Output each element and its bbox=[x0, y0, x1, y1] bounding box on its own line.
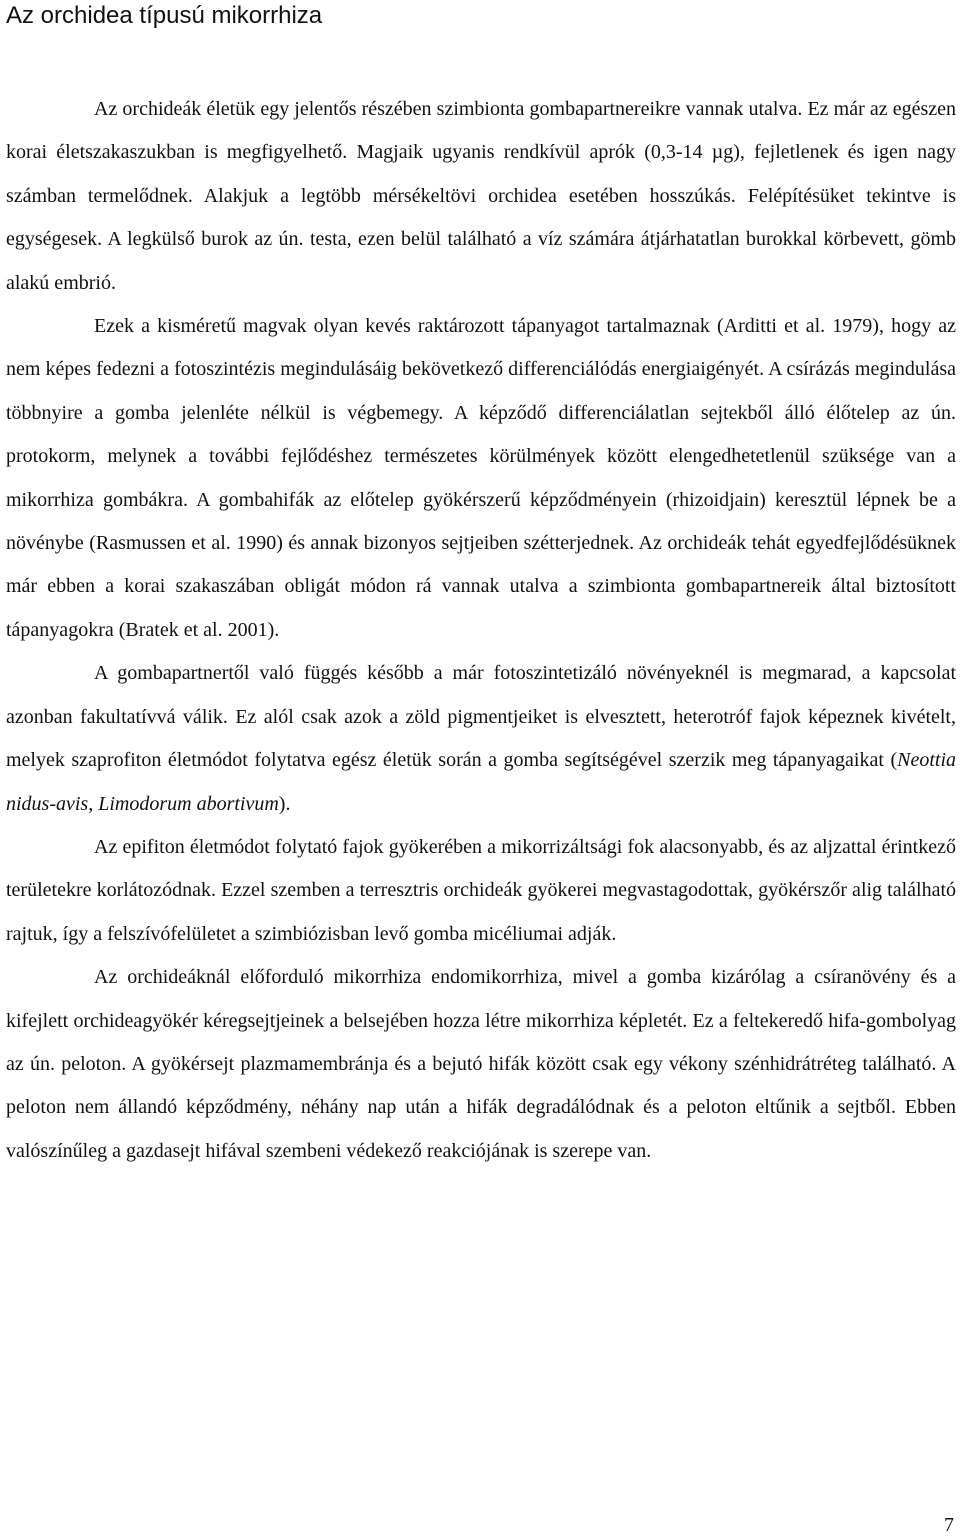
paragraph-4-text: Az epifiton életmódot folytató fajok gyökerében a mikorrizáltsági fok alacsonyabb, és az aljzattal érintkező területekre korlátozódnak. Ezzel szemben a terresztris orchideák gyökerei megvastagodottak, gyökérszőr alig található rajtuk, így a felszívófelületet a szimbiózisban levő gomba micéliumai adják. bbox=[6, 835, 956, 945]
paragraph-4 bbox=[6, 826, 956, 956]
paragraph-2 bbox=[6, 305, 956, 652]
section-heading: Az orchidea típusú mikorrhiza bbox=[6, 2, 323, 29]
paragraph-3-closing: ). bbox=[278, 792, 291, 815]
paragraph-5 bbox=[6, 956, 956, 1173]
paragraph-1-text: Az orchideák életük egy jelentős részében szimbionta gombapartnereikre vannak utalva. Ez már az egészen korai életszakaszukban is megfigyelhető. Magjaik ugyanis rendkívül aprók (0,3-14 µg), fejletlenek és igen nagy számban termelődnek. Alakjuk a legtöbb mérsékeltövi orchidea esetében hosszúkás. Felépítésüket tekintve is egységesek. A legkülső burok az ún. testa, ezen belül található a víz számára átjárhatatlan burokkal körbevett, gömb alakú embrió. bbox=[6, 98, 956, 294]
paragraph-5-text: Az orchideáknál előforduló mikorrhiza endomikorrhiza, mivel a gomba kizárólag a csíranövény és a kifejlett orchideagyökér kéregsejtjeinek a belsejében hozza létre mikorrhiza képletét. Ez a feltekeredő hifa-gombolyag az ún. peloton. A gyökérsejt plazmamembránja és a bejutó hifák között csak egy vékony szénhidrátréteg található. A peloton nem állandó képződmény, néhány nap után a hifák degradálódnak és a peloton eltűnik a sejtből. Ebben valószínűleg a gazdasejt hifával szembeni védekező reakciójának is szerepe van. bbox=[6, 966, 956, 1162]
paragraph-3-text: A gombapartnertől való függés később a már fotoszintetizáló növényeknél is megmarad, a kapcsolat azonban fakultatívvá válik. Ez alól csak azok a zöld pigmentjeiket is elvesztett, heterotróf fajok képeznek kivételt, melyek szaprofiton életmódot folytatva egész életük során a gomba segítségével szerzik meg tápanyagaikat ( bbox=[6, 662, 956, 772]
page-number: 7 bbox=[944, 1514, 954, 1536]
paragraph-2-text: Ezek a kisméretű magvak olyan kevés raktározott tápanyagot tartalmaznak (Arditti et al. 1979), hogy az nem képes fedezni a fotoszintézis megindulásáig bekövetkező differenciálódás energiaigényét. A csírázás megindulása többnyire a gomba jelenléte nélkül is végbemegy. A képződő differenciálatlan sejtekből álló élőtelep az ún. protokorm, melynek a további fejlődéshez természetes körülmények között elengedhetetlenül szüksége van a mikorrhiza gombákra. A gombahifák az előtelep gyökérszerű képződményein (rhizoidjain) keresztül lépnek be a növénybe (Rasmussen et al. 1990) és annak bizonyos sejtjeiben szétterjednek. Az orchideák tehát egyedfejlődésüknek már ebben a korai szakaszában obligát módon rá vannak utalva a szimbionta gombapartnereik által biztosított tápanyagokra (Bratek et al. 2001). bbox=[6, 315, 956, 641]
paragraph-3-species-names: Neottia nidus-avis, Limodorum abortivum bbox=[6, 749, 956, 815]
document-page bbox=[6, 0, 956, 1173]
paragraph-1 bbox=[6, 88, 956, 305]
paragraph-3 bbox=[6, 652, 956, 826]
